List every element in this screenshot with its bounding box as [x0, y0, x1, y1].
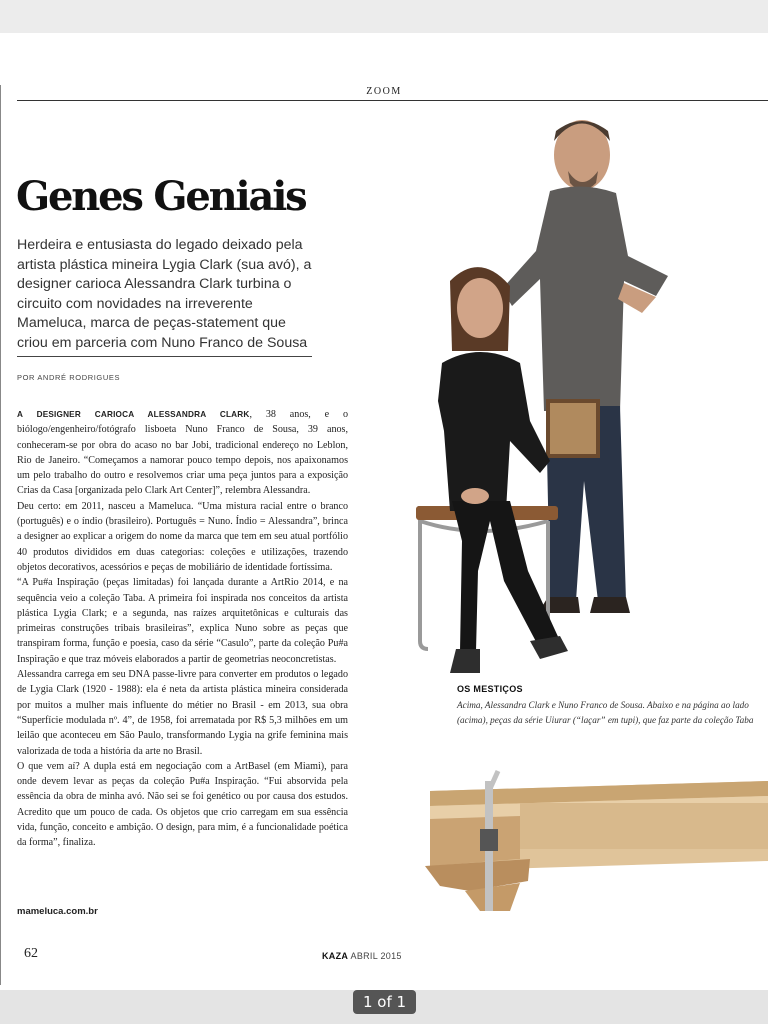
article-body: [17, 407, 348, 851]
viewer-top-bar: [0, 0, 768, 33]
folio: [322, 951, 402, 961]
article-title: Genes Geniais: [16, 173, 306, 220]
body-paragraph: Deu certo: em 2011, nasceu a Mameluca. “Uma mistura racial entre o branco (português) e o índio (brasileiro). Português = Nuno. Índio = Alessandra”, brinca a designer ao explicar a origem do nome da marca que tem em seu atual portfólio 40 produtos divididos em duas categorias: coleções e utilizações, trazendo objetos decorativos, acessórios e peças de mobiliário de identidade fortíssima.: [17, 500, 348, 573]
website-link[interactable]: mameluca.com.br: [17, 906, 98, 917]
body-paragraph: O que vem aí? A dupla está em negociação com a ArtBasel (em Miami), para onde devem levar as peças da coleção Pu#a Inspiração. “Fui absorvida pela essência da obra de minha avó. Não sei se foi genético ou por causa dos estudos. Acredito que um pouco de cada. Os objetos que crio carregam em sua essência vida, função, conceito e ambição. O design, para mim, é a funcionalidade poética da forma”, finaliza.: [17, 760, 348, 849]
lede-divider: [17, 356, 312, 357]
paragraph-text: , 38 anos, e o biólogo/engenheiro/fotógrafo lisboeta Nuno Franco de Sousa, 39 anos, conheceram-se por obra do acaso no bar Jobi, tradicional endereço no Leblon, Rio de Janeiro. “Começamos a namorar pouco tempo depois, nos apaixonamos um pelo trabalho do outro e resolvemos criar uma peça juntos para a exposição Crias da Casa [organizada pelo Clark Art Center]”, relembra Alessandra.: [17, 409, 349, 497]
designers-photo: [380, 101, 768, 691]
taba-product-photo: [410, 741, 768, 911]
magazine-brand: KAZA: [322, 951, 349, 961]
page-number: 62: [24, 946, 38, 961]
byline: POR ANDRÉ RODRIGUES: [17, 373, 121, 382]
man-figure: [502, 120, 668, 613]
body-paragraph: Alessandra carrega em seu DNA passe-livre para converter em produtos o legado de Lygia Clark (1920 - 1988): ela é neta da artista plástica mineira considerada por muitos a mulher mais influente do métier no Brasil - em 2013, sua obra “Superfície modulada nº. 4”, de 1958, foi arrematada por R$ 5,3 milhões em um leilão que aconteceu em São Paulo, transformando Lygia na grife feminina mais valorizada de toda a história da arte no Brasil.: [17, 669, 348, 757]
body-paragraph: [17, 407, 348, 499]
photo-caption: [457, 684, 757, 728]
caption-text: Acima, Alessandra Clark e Nuno Franco de Sousa. Abaixo e na página ao lado (acima), peças da série Uiurar (“laçar” em tupi), que faz parte da coleção Taba: [457, 700, 754, 725]
article-lede: Herdeira e entusiasta do legado deixado pela artista plástica mineira Lygia Clark (sua avó), a designer carioca Alessandra Clark turbina o circuito com novidades na irreverente Mameluca, marca de peças-statement que criou em parceria com Nuno Franco de Sousa: [17, 237, 312, 351]
issue-date: ABRIL 2015: [350, 951, 402, 961]
section-label: ZOOM: [366, 86, 402, 97]
lead-in-caps: A DESIGNER CARIOCA ALESSANDRA CLARK: [17, 410, 250, 419]
body-paragraph: “A Pu#a Inspiração (peças limitadas) foi lançada durante a ArtRio 2014, e na sequência veio a coleção Taba. A primeira foi inspirada nos conceitos da artista plástica Lygia Clark; e a segunda, nas raízes arquitetônicas e culturais das primeiras construções tribais brasileiras”, explica Nuno sobre as peças que transpiram forma, função e poesia, caso da série “Casulo”, parte da coleção Pu#a Inspiração e que traz móveis elaborados a partir de geometrias neoconcretistas.: [17, 577, 348, 665]
left-margin-rule: [0, 85, 1, 985]
caption-title: OS MESTIÇOS: [457, 684, 523, 694]
page-indicator[interactable]: 1 of 1: [353, 990, 416, 1014]
magazine-page: [0, 33, 768, 990]
